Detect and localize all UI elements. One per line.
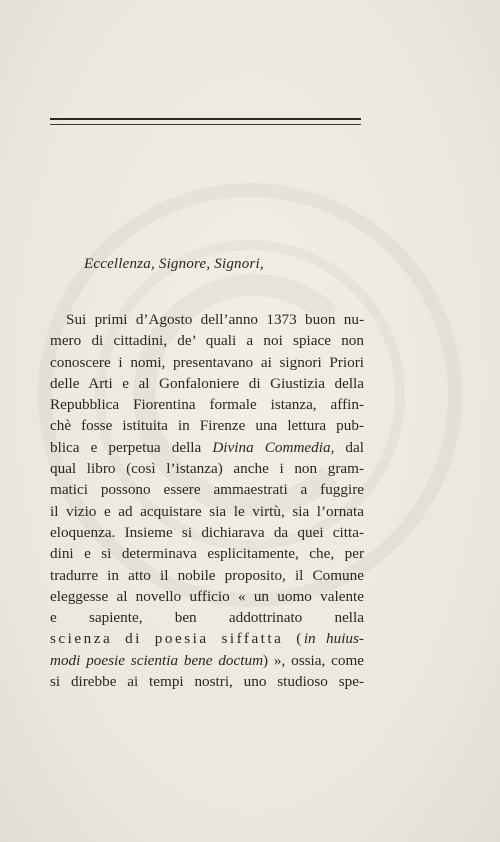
latin-quote: modi poesie scientia bene doctum bbox=[50, 651, 264, 669]
header-rule-thin bbox=[50, 124, 361, 125]
work-title: Divina Commedia bbox=[212, 438, 331, 456]
text-line: matici possono essere ammaestrati a fuggire bbox=[50, 481, 364, 499]
text-line: eloquenza. Insieme si dichiarava da quei citta- bbox=[50, 523, 364, 541]
text-line: e sapiente, ben addottrinato nella bbox=[50, 609, 364, 627]
text-segment: ) », ossia, come bbox=[263, 651, 364, 669]
text-line: Repubblica Fiorentina formale istanza, affin- bbox=[50, 396, 364, 414]
text-line: qual libro (così l’istanza) anche i non gram- bbox=[50, 460, 364, 478]
header-rule-thick bbox=[50, 118, 361, 120]
latin-quote: in huius- bbox=[303, 630, 364, 648]
text-line: conoscere i nomi, presentavano ai signori Priori bbox=[50, 353, 364, 371]
text-line: chè fosse istituita in Firenze una lettura pub- bbox=[50, 417, 364, 435]
text-segment: , dal bbox=[330, 438, 364, 456]
text-line: delle Arti e al Gonfaloniere di Giustizia della bbox=[50, 374, 364, 392]
text-line bbox=[50, 437, 364, 458]
text-line bbox=[50, 650, 364, 671]
text-line bbox=[50, 628, 364, 649]
text-segment: blica e perpetua della bbox=[50, 438, 213, 456]
text-segment: scienza di poesia siffatta ( bbox=[50, 630, 304, 648]
text-line: dini e si determinava esplicitamente, che, per bbox=[50, 545, 364, 563]
text-line: il vizio e ad acquistare sia le virtù, sia l’ornata bbox=[50, 502, 364, 520]
text-line: mero di cittadini, de’ quali a noi spiace non bbox=[50, 332, 364, 350]
text-line: tradurre in atto il nobile proposito, il Comune bbox=[50, 566, 364, 584]
text-line: si direbbe ai tempi nostri, uno studioso spe- bbox=[50, 673, 364, 691]
text-line: eleggesse al novello ufficio « un uomo valente bbox=[50, 587, 364, 605]
salutation: Eccellenza, Signore, Signori, bbox=[84, 256, 264, 272]
text-line: Sui primi d’Agosto dell’anno 1373 buon nu- bbox=[66, 311, 364, 328]
paragraph bbox=[50, 309, 364, 692]
